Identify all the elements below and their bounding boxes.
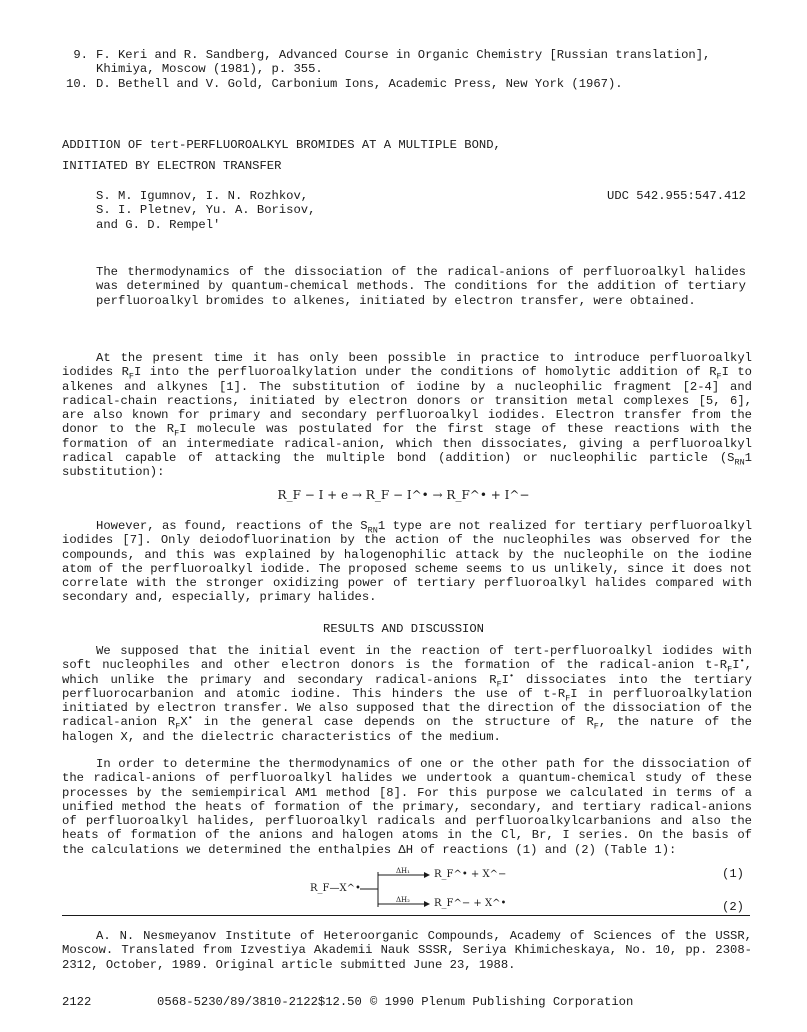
reference-text: F. Keri and R. Sandberg, Advanced Course in Organic Chemistry [Russian translation], (96, 48, 711, 62)
scheme-arrows (300, 864, 760, 914)
scheme-product-2: R_F^− + X^• (434, 898, 507, 909)
author-line: and G. D. Rempel' (96, 217, 221, 232)
reference-9 (62, 48, 762, 77)
article-title (62, 138, 762, 174)
reference-number: 9. (73, 48, 88, 62)
scheme-dh1: ΔH₁ (396, 867, 410, 875)
paragraph-4: In order to determine the thermodynamics of one or the other path for the dissociation of the radical-anions of perfluoroalkyl halides we undertook a quantum-chemical study of these processes by the semiempirical AM1 method [8]. For this purpose we calculated in terms of a unified method the heats of formation of the primary, secondary, and tertiary radical-anions of perfluoroalkyl halides, perfluoroalkyl radicals and perfluoroalkylcarbanions and also the heats of formation of the anions and halogen atoms in the Cl, Br, I series. On the basis of the calculations we determined the enthalpies ΔH of reactions (1) and (2) (Table 1): (62, 757, 752, 857)
footnote: A. N. Nesmeyanov Institute of Heteroorganic Compounds, Academy of Sciences of the USSR, Moscow. Translated from Izvestiya Akademii Nauk SSSR, Seriya Khimicheskaya, No. 10, pp. 2308-2312, October, 1989. Original article submitted June 23, 1988. (62, 929, 752, 972)
equation-dissociation: R_F − I + e → R_F − I^• → R_F^• + I^− (277, 488, 530, 502)
authors (96, 189, 496, 232)
equation-number-1: (1) (722, 867, 744, 881)
equation-number-2: (2) (722, 900, 744, 914)
paragraph-1: At the present time it has only been possible in practice to introduce perfluoroalkyl iodides $R_FI$ into the perfluoroalkylation under the conditions of homolytic addition of $R_FI$ to alkenes and alkynes [1]. The substitution of iodine by a nucleophilic fragment [2-4] and radical-chain reactions, initiated by electron donors or transition metal complexes [5, 6], are also known for primary and secondary perfluoroalkyl iodides. Electron transfer from the donor to the $R_FI$ molecule was postulated for the first stage of these reactions with the formation of an intermediate radical-anion, which then dissociates, giving a perfluoroalkyl radical capable of attacking the multiple bond (addition) or nucleophilic particle ($S_{RN}1$ substitution): (62, 351, 752, 480)
footnote-rule (62, 915, 750, 916)
reference-text-cont: Khimiya, Moscow (1981), p. 355. (96, 62, 323, 77)
paragraph-2: However, as found, reactions of the $S_{RN}1$ type are not realized for tertiary perfluoroalkyl iodides [7]. Only deiodofluorination by the action of the nucleophiles was observed for the compounds, and this was explained by halogenophilic attack by the nucleophile on the iodine atom of the perfluoroalkyl iodide. The proposed scheme seems to us unlikely, since it does not correlate with the stronger oxidizing power of tertiary perfluoroalkyl halides compared with secondary and, especially, primary halides. (62, 519, 753, 605)
paragraph-3: We supposed that the initial event in the reaction of tert-perfluoroalkyl iodides with soft nucleophiles and other electron donors is the formation of the radical-anion $t-R_FI^•$, which unlike the primary and secondary radical-anions $R_FI^•$ dissociates into the tertiary perfluorocarbanion and atomic iodine. This hinders the use of $t-R_FI$ in perfluoroalkylation initiated by electron transfer. We also supposed that the direction of the dissociation of the radical-anion $R_FX^•$ in the general case depends on the structure of $R_F$, the nature of the halogen X, and the dielectric characteristics of the medium. (62, 644, 753, 744)
page-number: 2122 (62, 995, 92, 1009)
scheme-reactant: R_F—X^• (310, 883, 361, 894)
author-line: S. I. Pletnev, Yu. A. Borisov, (96, 203, 316, 218)
reaction-scheme (300, 864, 760, 914)
title-line-2: INITIATED BY ELECTRON TRANSFER (62, 159, 282, 174)
abstract: The thermodynamics of the dissociation of the radical-anions of perfluoroalkyl halides was determined by quantum-chemical methods. The conditions for the addition of tertiary perfluoroalkyl bromides to alkenes, initiated by electron transfer, were obtained. (96, 265, 746, 308)
reference-10 (62, 77, 762, 91)
article-code: 0568-5230/89/3810-2122$12.50 (157, 995, 362, 1009)
section-heading: RESULTS AND DISCUSSION (323, 622, 484, 636)
udc-code: UDC 542.955:547.412 (607, 189, 746, 203)
scheme-dh2: ΔH₂ (396, 896, 410, 904)
scheme-product-1: R_F^• + X^− (434, 869, 507, 880)
title-line-1: ADDITION OF tert-PERFLUOROALKYL BROMIDES AT A MULTIPLE BOND, (62, 138, 501, 152)
copyright: © 1990 Plenum Publishing Corporation (370, 995, 634, 1009)
reference-number: 10. (66, 77, 88, 91)
reference-text: D. Bethell and V. Gold, Carbonium Ions, Academic Press, New York (1967). (96, 77, 623, 91)
author-line: S. M. Igumnov, I. N. Rozhkov, (96, 189, 309, 203)
